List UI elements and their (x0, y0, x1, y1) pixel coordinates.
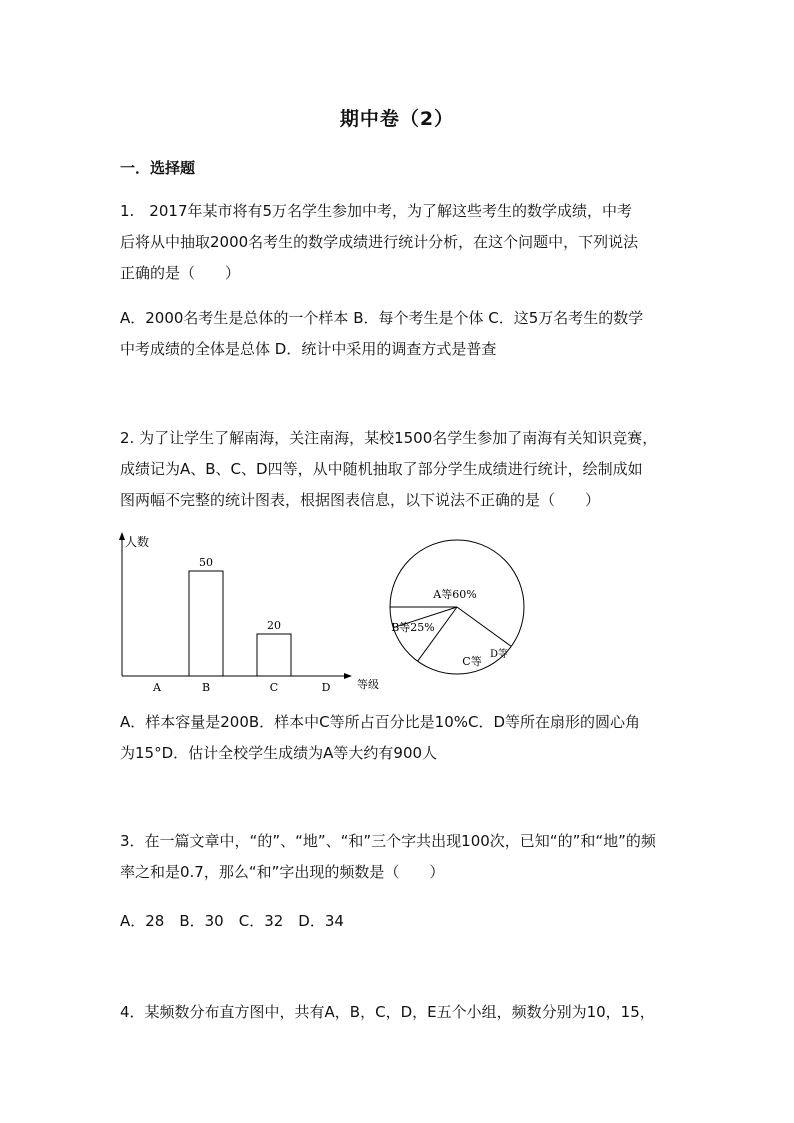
question-4-stem (120, 997, 680, 1028)
page-title: 期中卷（2） (339, 108, 455, 130)
question-3-stem (120, 826, 680, 888)
bars-group (152, 556, 331, 694)
text-line: 中考成绩的全体是总体 D．统计中采用的调查方式是普查 (120, 340, 497, 358)
text-line: 2. 为了让学生了解南海，关注南海，某校1500名学生参加了南海有关知识竞赛， (120, 429, 658, 447)
pie-slice-label: A等60% (433, 588, 477, 601)
bar (257, 634, 291, 676)
text-line: 正确的是（ ） (120, 264, 241, 282)
bar-value-label: 20 (267, 619, 281, 632)
x-tick-label: B (201, 681, 211, 694)
text-line: 1. 2017年某市将有5万名学生参加中考，为了解这些考生的数学成绩，中考 (120, 202, 633, 220)
x-tick-label: A (153, 681, 161, 694)
bar (189, 571, 223, 676)
question-1-options (120, 303, 680, 365)
x-axis-arrow-icon (344, 673, 352, 679)
question-1-stem (120, 196, 680, 289)
bar-value-label: 50 (199, 556, 213, 569)
text-line: A．样本容量是200B．样本中C等所占百分比是10%C．D等所在扇形的圆心角 (120, 713, 641, 731)
text-line: 成绩记为A、B、C、D四等，从中随机抽取了部分学生成绩进行统计，绘制成如 (120, 460, 643, 478)
pie-group (390, 540, 524, 674)
text-line: A．28 B．30 C．32 D．34 (120, 912, 344, 930)
text-line: 图两幅不完整的统计图表，根据图表信息，以下说法不正确的是（ ） (120, 491, 601, 509)
pie-slice-label: D等 (489, 649, 509, 660)
pie-chart (390, 540, 524, 674)
question-2-figure (112, 526, 702, 705)
bar-chart (119, 532, 379, 694)
question-2-options (120, 707, 680, 769)
question-3-options (120, 906, 680, 937)
text-line: 为15°D．估计全校学生成绩为A等大约有900人 (120, 744, 438, 762)
text-line: A．2000名考生是总体的一个样本 B．每个考生是个体 C．这5万名考生的数学 (120, 309, 644, 327)
question-2-stem (120, 423, 680, 516)
x-tick-label: C (269, 681, 279, 694)
y-axis-label: 人数 (125, 535, 150, 549)
x-tick-label: D (321, 681, 331, 694)
text-line: 率之和是0.7，那么“和”字出现的频数是（ ） (120, 863, 445, 881)
pie-slice-label: B等25% (391, 621, 435, 634)
pie-slice-label: C等 (462, 655, 482, 668)
section-heading: 一．选择题 (120, 159, 196, 177)
text-line: 4．某频数分布直方图中，共有A，B，C，D，E五个小组，频数分别为10，15， (120, 1003, 655, 1021)
text-line: 3．在一篇文章中，“的”、“地”、“和”三个字共出现100次，已知“的”和“地”的频 (120, 832, 656, 850)
x-axis-label: 等级 (357, 678, 379, 691)
figure-svg (112, 526, 702, 701)
text-line: 后将从中抽取2000名考生的数学成绩进行统计分析，在这个问题中，下列说法 (120, 233, 639, 251)
